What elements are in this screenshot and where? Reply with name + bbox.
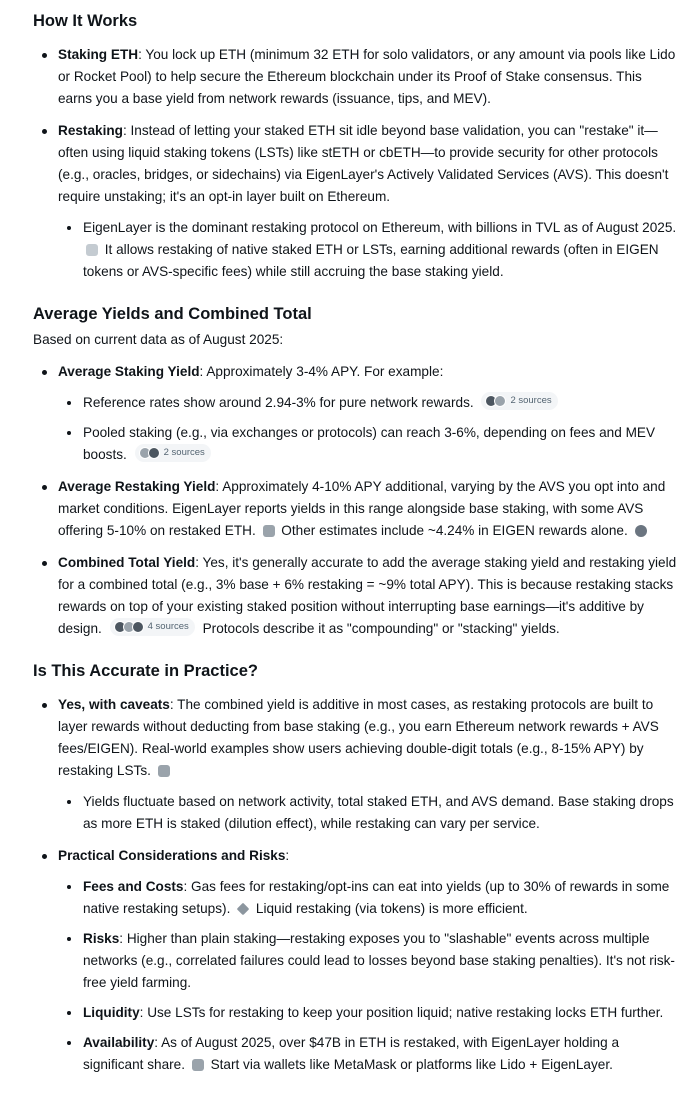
text-fluctuate: Yields fluctuate based on network activity, total staked ETH, and AVS demand. Base staking drops as more ETH is staked (dilution effect), while restaking can vary per service. xyxy=(83,794,674,831)
accuracy-list xyxy=(33,694,679,1076)
sources-chip[interactable] xyxy=(135,444,211,462)
term-liquidity: Liquidity xyxy=(83,1005,140,1020)
source-favicon-icon[interactable] xyxy=(635,525,647,537)
source-chip-icon xyxy=(132,621,144,633)
caveats-sublist xyxy=(58,791,679,835)
restaking-sublist xyxy=(58,217,679,283)
list-item-caveats xyxy=(33,694,679,835)
source-favicon-icon[interactable] xyxy=(237,903,250,916)
term-combined: Combined Total Yield xyxy=(58,555,196,570)
source-favicon-icon[interactable] xyxy=(192,1059,204,1071)
text-risks: : Higher than plain staking—restaking exposes you to "slashable" events across multiple networks (e.g., correlated failures could lead to losses beyond base staking penalties). It's not risk-free yield farming. xyxy=(83,931,675,990)
term-restaking: Restaking xyxy=(58,123,123,138)
text-eigenlayer-a: EigenLayer is the dominant restaking protocol on Ethereum, with billions in TVL as of August 2025. xyxy=(83,220,677,235)
sources-chip-label: 4 sources xyxy=(147,621,189,632)
list-item-risks xyxy=(58,928,679,994)
avg-staking-sublist xyxy=(58,392,679,466)
text-fees-b: Liquid restaking (via tokens) is more efficient. xyxy=(255,901,528,916)
sources-chip-label: 2 sources xyxy=(163,447,205,458)
section-title-accuracy: Is This Accurate in Practice? xyxy=(33,662,258,680)
list-item-combined xyxy=(33,552,679,640)
term-availability: Availability xyxy=(83,1035,155,1050)
list-item-availability xyxy=(58,1032,679,1076)
text-eigenlayer-b: It allows restaking of native staked ETH or LSTs, earning additional rewards (often in EIGEN tokens or AVS-specific fees) while still accruing the base staking yield. xyxy=(83,242,659,279)
term-practical: Practical Considerations and Risks xyxy=(58,848,286,863)
list-item-pooled-staking xyxy=(58,422,679,466)
list-item-practical xyxy=(33,845,679,1076)
source-favicon-icon[interactable] xyxy=(158,765,170,777)
how-it-works-list xyxy=(33,44,679,283)
sources-chip[interactable] xyxy=(481,392,557,410)
list-item-restaking xyxy=(33,120,679,283)
list-item-reference-rates xyxy=(58,392,679,414)
text-caveats: : The combined yield is additive in most cases, as restaking protocols are built to layer rewards without deducting from base staking (e.g., you earn Ethereum network rewards + AVS fees/EIGEN). Real-world examples show users achieving double-digit totals (e.g., 8-15% APY) by restaking LSTs. xyxy=(58,697,659,778)
text-avg-restaking-b: Other estimates include ~4.24% in EIGEN rewards alone. xyxy=(281,523,628,538)
source-chip-icon xyxy=(494,395,506,407)
section-title-how-it-works: How It Works xyxy=(33,12,138,30)
text-combined-b: Protocols describe it as "compounding" or "stacking" yields. xyxy=(202,621,560,636)
list-item-fees xyxy=(58,876,679,920)
term-avg-restaking: Average Restaking Yield xyxy=(58,479,216,494)
source-favicon-icon[interactable] xyxy=(263,525,275,537)
list-item-fluctuate xyxy=(58,791,679,835)
term-staking-eth: Staking ETH xyxy=(58,47,139,62)
sources-chip[interactable] xyxy=(110,618,195,636)
text-avg-staking: : Approximately 3-4% APY. For example: xyxy=(199,364,444,379)
term-caveats: Yes, with caveats xyxy=(58,697,170,712)
text-pooled-staking: Pooled staking (e.g., via exchanges or protocols) can reach 3-6%, depending on fees and MEV boosts. xyxy=(83,425,656,462)
text-practical-colon: : xyxy=(285,848,290,863)
list-item-liquidity xyxy=(58,1002,679,1024)
text-reference-rates: Reference rates show around 2.94-3% for pure network rewards. xyxy=(83,395,474,410)
text-liquidity: : Use LSTs for restaking to keep your position liquid; native restaking locks ETH further. xyxy=(139,1005,664,1020)
term-risks: Risks xyxy=(83,931,120,946)
section-title-yields: Average Yields and Combined Total xyxy=(33,305,312,323)
text-availability-b: Start via wallets like MetaMask or platforms like Lido + EigenLayer. xyxy=(210,1057,613,1072)
text-restaking: : Instead of letting your staked ETH sit idle beyond base validation, you can "restake" it—often using liquid staking tokens (LSTs) like stETH or cbETH—to provide security for other protocols (e.g., oracles, bridges, or sidechains) via EigenLayer's Actively Validated Services (AVS). This doesn't require unstaking; it's an opt-in layer built on Ethereum. xyxy=(58,123,669,204)
text-fees-a: : Gas fees for restaking/opt-ins can eat into yields (up to 30% of rewards in some native restaking setups). xyxy=(83,879,670,916)
yields-intro: Based on current data as of August 2025: xyxy=(33,332,284,347)
text-combined-a: : Yes, it's generally accurate to add the average staking yield and restaking yield for a combined total (e.g., 3% base + 6% restaking = ~9% total APY). This is because restaking stacks rewards on top of your existing staked position without interrupting base earnings—it's additive by design. xyxy=(58,555,677,636)
yields-list xyxy=(33,361,679,640)
text-avg-restaking-a: : Approximately 4-10% APY additional, varying by the AVS you opt into and market conditions. EigenLayer reports yields in this range alongside base staking, with some AVS offering 5-10% on restaked ETH. xyxy=(58,479,666,538)
sources-chip-label: 2 sources xyxy=(510,395,552,406)
source-chip-icon xyxy=(148,447,160,459)
list-item-staking xyxy=(33,44,679,110)
source-link-icon[interactable] xyxy=(86,244,98,256)
list-item-avg-restaking xyxy=(33,476,679,542)
practical-sublist xyxy=(58,876,679,1076)
list-item-avg-staking xyxy=(33,361,679,466)
term-fees: Fees and Costs xyxy=(83,879,184,894)
text-staking-eth: : You lock up ETH (minimum 32 ETH for solo validators, or any amount via pools like Lido or Rocket Pool) to help secure the Ethereum blockchain under its Proof of Stake consensus. This earns you a base yield from network rewards (issuance, tips, and MEV). xyxy=(58,47,676,106)
term-avg-staking: Average Staking Yield xyxy=(58,364,200,379)
text-availability-a: : As of August 2025, over $47B in ETH is restaked, with EigenLayer holding a significant share. xyxy=(83,1035,620,1072)
list-item-eigenlayer xyxy=(58,217,679,283)
